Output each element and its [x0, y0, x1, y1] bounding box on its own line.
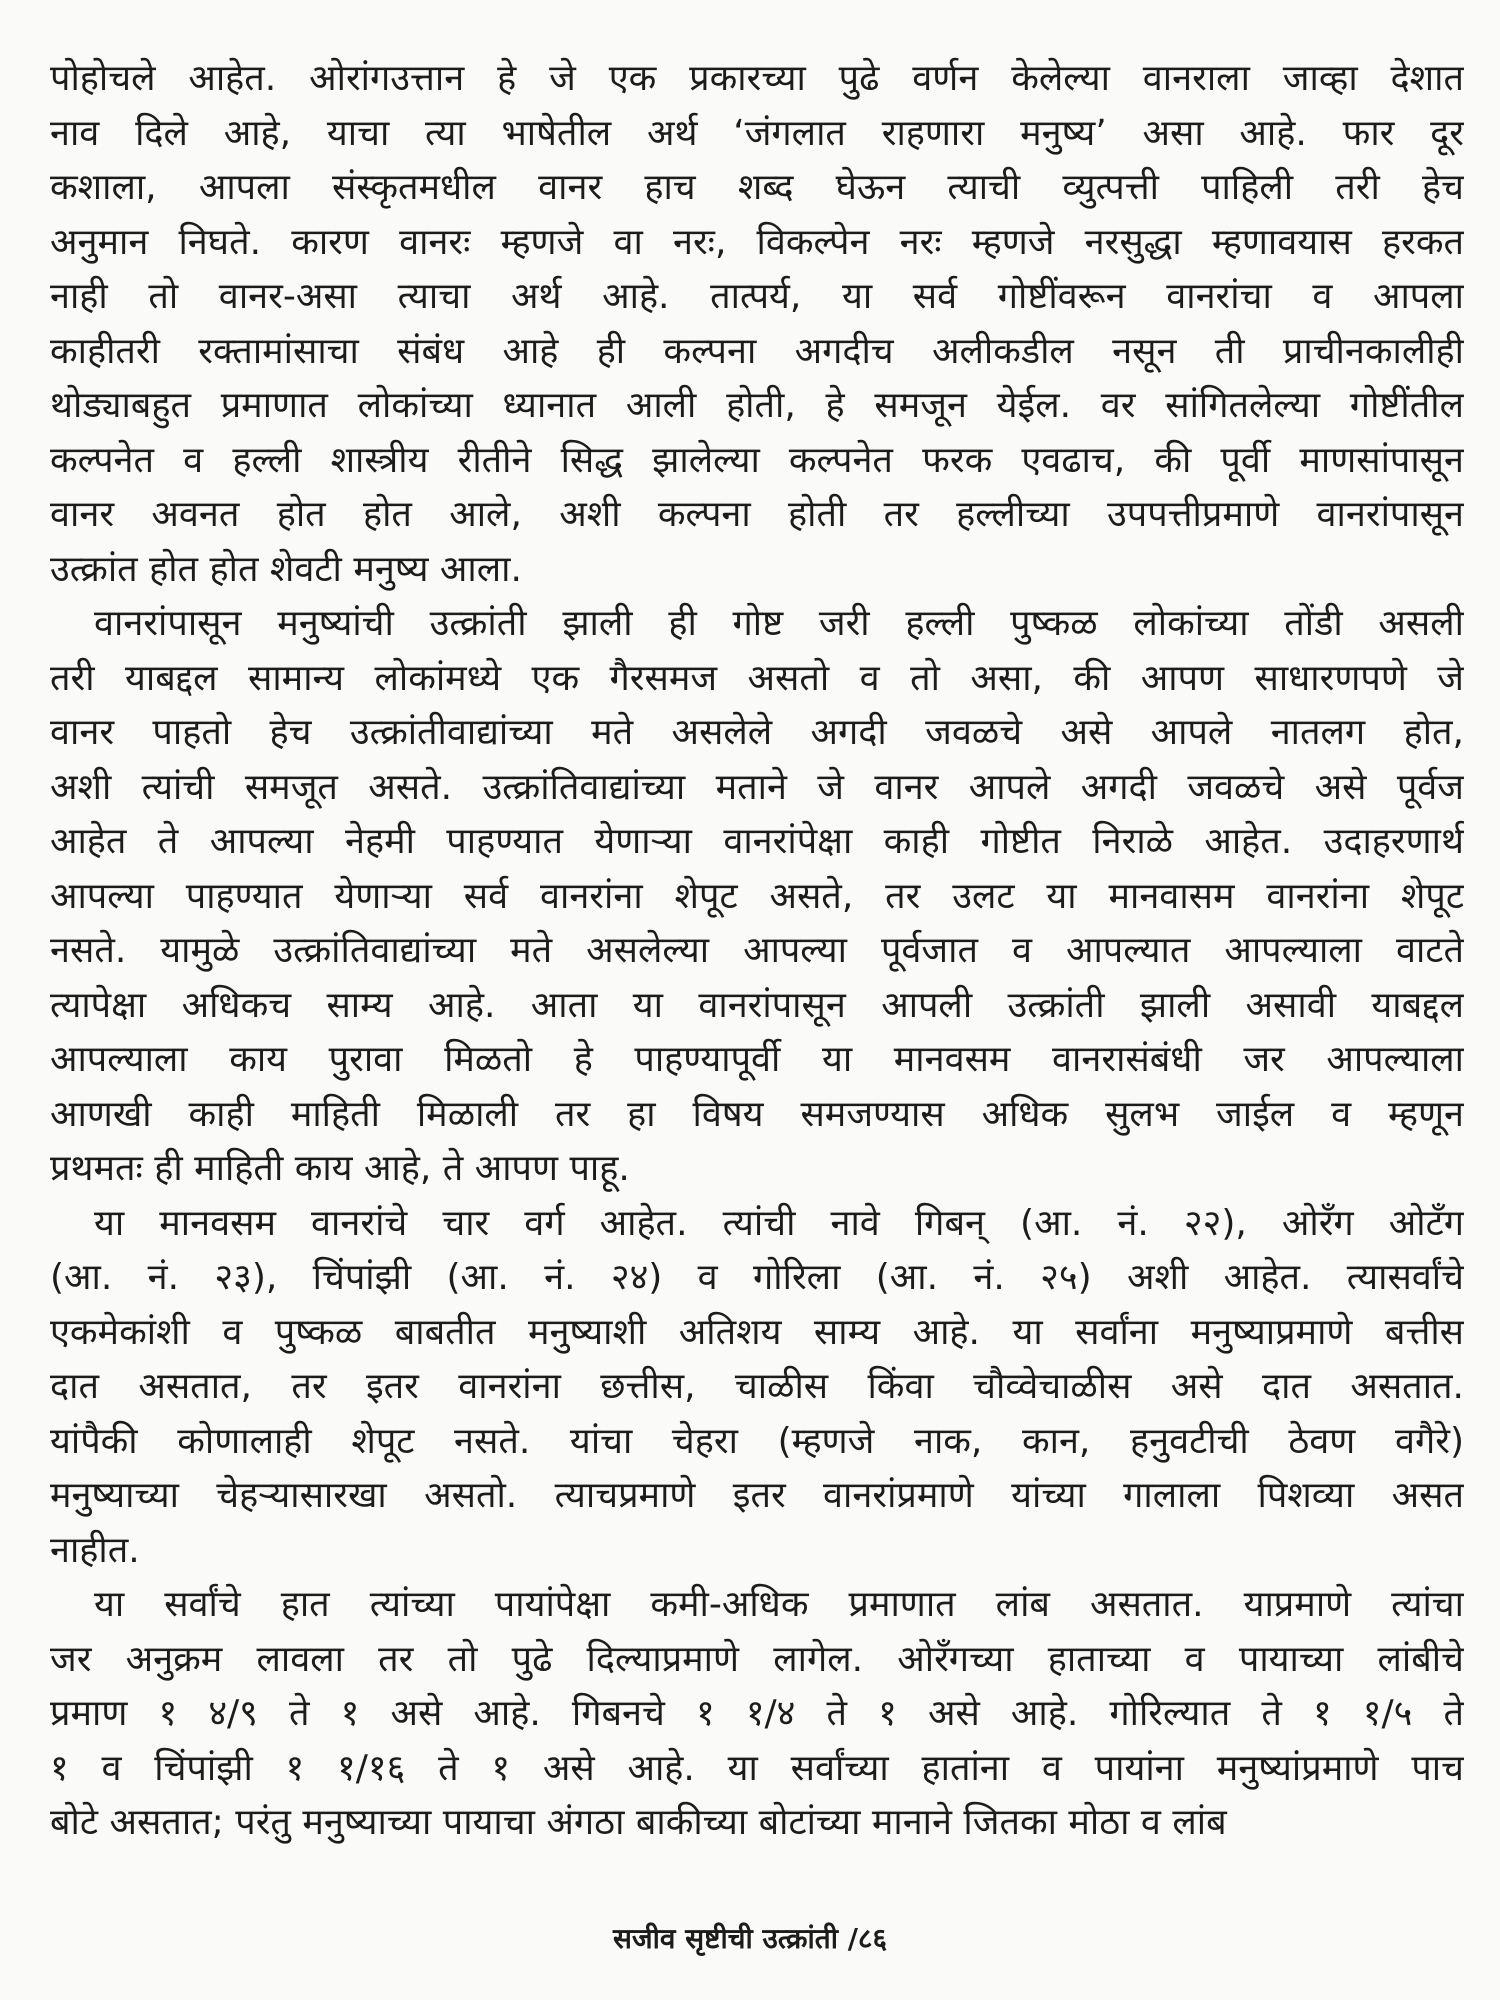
text-line: नाहीत. — [50, 1529, 140, 1571]
text-line: काहीतरी रक्तामांसाचा संबंध आहे ही कल्पना अगदीच अलीकडील नसून ती प्राचीनकालीही — [50, 330, 1464, 372]
text-line: उत्क्रांत होत होत शेवटी मनुष्य आला. — [50, 548, 522, 590]
paragraph — [50, 597, 1464, 1197]
paragraph — [50, 1578, 1464, 1851]
page-footer: सजीव सृष्टीची उत्क्रांती /८६ — [612, 1922, 888, 1955]
text-line: प्रथमतः ही माहिती काय आहे, ते आपण पाहू. — [50, 1148, 630, 1189]
body-text — [50, 52, 1464, 1851]
text-line: जर अनुक्रम लावला तर तो पुढे दिल्याप्रमाणे लागेल. ओरॅंगच्या हाताच्या व पायाच्या लांबीचे — [50, 1638, 1464, 1680]
text-line: त्यापेक्षा अधिकच साम्य आहे. आता या वानरांपासून आपली उत्क्रांती झाली असावी याबद्दल — [50, 984, 1464, 1026]
text-line: नसते. यामुळे उत्क्रांतिवाद्यांच्या मते असलेल्या आपल्या पूर्वजात व आपल्यात आपल्याला वाटते — [50, 930, 1464, 971]
text-line: एकमेकांशी व पुष्कळ बाबतीत मनुष्याशी अतिशय साम्य आहे. या सर्वांना मनुष्याप्रमाणे बत्तीस — [50, 1311, 1464, 1353]
text-line: (आ. नं. २३), चिंपांझी (आ. नं. २४) व गोरिला (आ. नं. २५) अशी आहेत. त्यासर्वांचे — [50, 1257, 1464, 1298]
text-line: तरी याबद्दल सामान्य लोकांमध्ये एक गैरसमज असतो व तो असा, की आपण साधारणपणे जे — [50, 657, 1464, 699]
text-line: कशाला, आपला संस्कृतमधील वानर हाच शब्द घेऊन त्याची व्युत्पत्ती पाहिली तरी हेच — [50, 167, 1464, 208]
text-line: वानर पाहतो हेच उत्क्रांतीवाद्यांच्या मते असलेले अगदी जवळचे असे आपले नातलग होत, — [50, 712, 1464, 753]
paragraph — [50, 52, 1464, 597]
text-line: पोहोचले आहेत. ओरांगउत्तान हे जे एक प्रकारच्या पुढे वर्णन केलेल्या वानराला जाव्हा देशात — [50, 58, 1464, 99]
text-line: या सर्वांचे हात त्यांच्या पायांपेक्षा कमी-अधिक प्रमाणात लांब असतात. याप्रमाणे त्यांचा — [94, 1584, 1464, 1625]
text-line: वानर अवनत होत होत आले, अशी कल्पना होती तर हल्लीच्या उपपत्तीप्रमाणे वानरांपासून — [50, 494, 1464, 535]
text-line: आपल्या पाहण्यात येणाऱ्या सर्व वानरांना शेपूट असते, तर उलट या मानवासम वानरांना शेपूट — [50, 875, 1464, 917]
text-line: यांपैकी कोणालाही शेपूट नसते. यांचा चेहरा (म्हणजे नाक, कान, हनुवटीची ठेवण वगैरे) — [50, 1420, 1464, 1462]
text-line: आणखी काही माहिती मिळाली तर हा विषय समजण्यास अधिक सुलभ जाईल व म्हणून — [50, 1093, 1464, 1135]
text-line: कल्पनेत व हल्ली शास्त्रीय रीतीने सिद्ध झालेल्या कल्पनेत फरक एवढाच, की पूर्वी माणसांपासून — [50, 439, 1464, 481]
text-line: दात असतात, तर इतर वानरांना छत्तीस, चाळीस किंवा चौव्वेचाळीस असे दात असतात. — [50, 1366, 1464, 1407]
text-line: प्रमाण १ ४/९ ते १ असे आहे. गिबनचे १ १/४ ते १ असे आहे. गोरिल्यात ते १ १/५ ते — [50, 1693, 1464, 1734]
text-line: थोड्याबहुत प्रमाणात लोकांच्या ध्यानात आली होती, हे समजून येईल. वर सांगितलेल्या गोष्टींतील — [50, 385, 1464, 426]
text-line: नाव दिले आहे, याचा त्या भाषेतील अर्थ ‘जंगलात राहणारा मनुष्य’ असा आहे. फार दूर — [50, 112, 1464, 154]
text-line: बोटे असतात; परंतु मनुष्याच्या पायाचा अंगठा बाकीच्या बोटांच्या मानाने जितका मोठा व लांब — [50, 1802, 1227, 1843]
text-line: वानरांपासून मनुष्यांची उत्क्रांती झाली ही गोष्ट जरी हल्ली पुष्कळ लोकांच्या तोंडी असली — [94, 603, 1464, 644]
text-line: या मानवसम वानरांचे चार वर्ग आहेत. त्यांची नावे गिबन् (आ. नं. २२), ओरॅंग ओटॅंग — [94, 1202, 1464, 1244]
text-line: १ व चिंपांझी १ १/१६ ते १ असे आहे. या सर्वांच्या हातांना व पायांना मनुष्यांप्रमाणे पाच — [50, 1747, 1464, 1789]
text-line: आहेत ते आपल्या नेहमी पाहण्यात येणाऱ्या वानरांपेक्षा काही गोष्टीत निराळे आहेत. उदाहरणार्थ — [50, 821, 1464, 862]
paragraph — [50, 1197, 1464, 1579]
text-line: अशी त्यांची समजूत असते. उत्क्रांतिवाद्यांच्या मताने जे वानर आपले अगदी जवळचे असे पूर्वज — [50, 766, 1464, 808]
text-line: मनुष्याच्या चेहऱ्यासारखा असतो. त्याचप्रमाणे इतर वानरांप्रमाणे यांच्या गालाला पिशव्या असत — [50, 1475, 1464, 1516]
text-line: अनुमान निघते. कारण वानरः म्हणजे वा नरः, विकल्पेन नरः म्हणजे नरसुद्धा म्हणावयास हरकत — [50, 221, 1464, 263]
text-line: नाही तो वानर-असा त्याचा अर्थ आहे. तात्पर्य, या सर्व गोष्टींवरून वानरांचा व आपला — [50, 276, 1464, 317]
text-line: आपल्याला काय पुरावा मिळतो हे पाहण्यापूर्वी या मानवसम वानरासंबंधी जर आपल्याला — [50, 1039, 1464, 1080]
